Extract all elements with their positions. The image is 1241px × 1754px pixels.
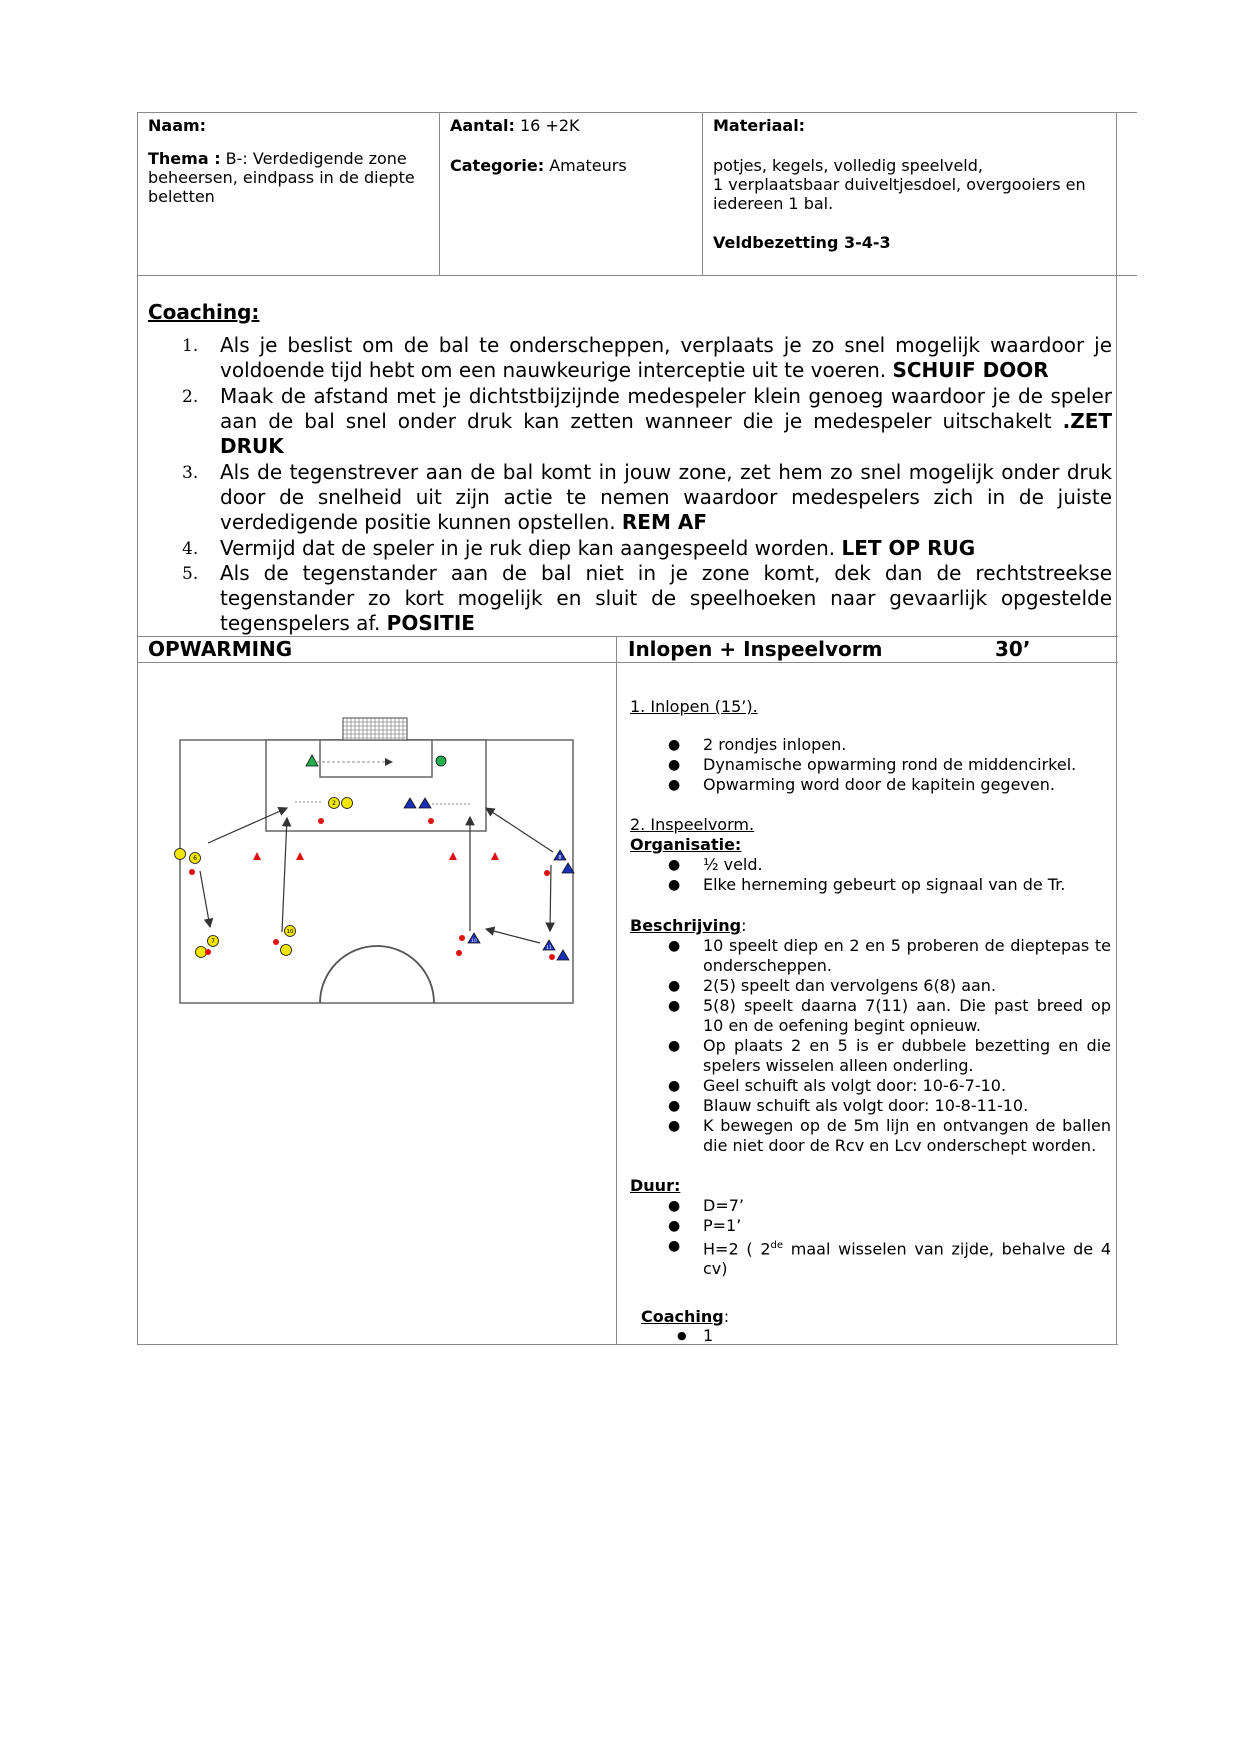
- coaching-text-2: Maak de afstand met je dichtstbijzijnde medespeler klein genoeg waardoor je de speler aan de bal snel onder druk kan zetten wanneer die je medespeler uitschakelt: [220, 384, 1112, 433]
- organisatie-label: Organisatie:: [630, 835, 742, 854]
- opwarming-coaching-label: Coaching: [641, 1307, 724, 1326]
- beschr-item-7: K bewegen op de 5m lijn en ontvangen de ballen die niet door de Rcv en Lcv onderschept worden.: [703, 1116, 1111, 1155]
- beschrijving-label: Beschrijving: [630, 916, 742, 935]
- ball: [544, 870, 550, 876]
- bullet: ●: [668, 877, 681, 893]
- coaching-bold-1: SCHUIF DOOR: [892, 358, 1049, 382]
- bullet: ●: [668, 1218, 681, 1234]
- coaching-num-1: 1.: [182, 336, 199, 356]
- bullet: ●: [668, 757, 681, 773]
- bullet: ●: [668, 938, 681, 954]
- opwarming-title: OPWARMING: [148, 637, 293, 661]
- ball: [549, 954, 555, 960]
- bullet: ●: [668, 1038, 681, 1054]
- coaching-title: Coaching:: [148, 300, 260, 324]
- table-divider-2: [702, 112, 703, 275]
- aantal-cell: [450, 116, 695, 175]
- player-blue-10-label: 10: [471, 939, 477, 944]
- player-yellow-7-label: 7: [211, 938, 215, 945]
- bullet: ●: [668, 1098, 681, 1114]
- ball: [205, 949, 211, 955]
- table-border-top: [137, 112, 1137, 113]
- bullet: ●: [668, 1238, 681, 1254]
- thema-label: Thema :: [148, 149, 221, 168]
- categorie-label: Categorie:: [450, 156, 545, 175]
- player-yellow-6b: [175, 849, 186, 860]
- org-item-1: ½ veld.: [703, 855, 763, 874]
- player-yellow-6-label: 6: [193, 855, 197, 862]
- section-divider: [616, 636, 617, 1345]
- bullet: ●: [668, 1118, 681, 1134]
- inspeel-title: 2. Inspeelvorm.: [630, 815, 755, 834]
- inlopen-title: 1. Inlopen (15’).: [630, 697, 758, 716]
- coaching-bold-4: LET OP RUG: [841, 536, 976, 560]
- ball: [273, 939, 279, 945]
- bullet: ●: [668, 998, 681, 1014]
- field-diagram: [170, 705, 590, 1015]
- duur-item-1: D=7’: [703, 1196, 744, 1215]
- categorie-value: Amateurs: [544, 156, 627, 175]
- duur-h-pre: H=2 ( 2: [703, 1239, 771, 1259]
- opwarming-coaching-colon: :: [723, 1307, 730, 1326]
- opwarming-coaching-item-1: 1: [703, 1326, 714, 1345]
- aantal-value: 16 +2K: [514, 116, 580, 135]
- beschrijving-colon: :: [741, 916, 747, 935]
- materiaal-label: Materiaal:: [713, 116, 806, 135]
- duration: 30’: [995, 637, 1031, 661]
- bullet: ●: [668, 1078, 681, 1094]
- duur-label: Duur:: [630, 1176, 681, 1195]
- materiaal-cell: [713, 116, 1113, 252]
- naam-cell: [148, 116, 433, 206]
- activity-title: Inlopen + Inspeelvorm: [628, 637, 883, 661]
- coaching-num-4: 4.: [182, 539, 199, 559]
- goal-area: [320, 740, 432, 777]
- ball: [428, 818, 434, 824]
- player-yellow-10-label: 10: [286, 929, 294, 935]
- coaching-bold-2: .ZET DRUK: [220, 409, 1112, 458]
- table-divider-1: [439, 112, 440, 275]
- materiaal-line-2: 1 verplaatsbaar duiveltjesdoel, overgooiers en: [713, 175, 1086, 194]
- duur-h-sup: de: [770, 1240, 784, 1251]
- beschrijving: [630, 916, 1110, 936]
- inlopen-item-1: 2 rondjes inlopen.: [703, 735, 847, 754]
- duur-item-3: [703, 1236, 1111, 1279]
- bullet: ●: [668, 978, 681, 994]
- org-item-2: Elke herneming gebeurt op signaal van de Tr.: [703, 875, 1066, 894]
- inlopen-item-3: Opwarming word door de kapitein gegeven.: [703, 775, 1055, 794]
- player-blue-11-label: 11: [546, 946, 552, 951]
- veldbezetting: Veldbezetting 3-4-3: [713, 233, 891, 252]
- coaching-num-5: 5.: [182, 564, 199, 584]
- goal-net: [343, 718, 407, 740]
- player-yellow-10b: [281, 945, 292, 956]
- ball: [459, 935, 465, 941]
- bullet: ●: [668, 777, 681, 793]
- coaching-item-5: [182, 561, 1112, 636]
- beschr-item-2: 2(5) speelt dan vervolgens 6(8) aan.: [703, 976, 997, 995]
- coaching-text-4: Vermijd dat de speler in je ruk diep kan aangespeeld worden.: [220, 536, 836, 560]
- keeper-green-circle: [436, 756, 446, 766]
- beschr-item-6: Blauw schuift als volgt door: 10-8-11-10.: [703, 1096, 1029, 1115]
- ball: [456, 950, 462, 956]
- naam-label: Naam:: [148, 116, 207, 135]
- player-blue-8-label: 8: [558, 855, 562, 861]
- coaching-item-1: [182, 333, 1112, 383]
- beschr-item-5: Geel schuift als volgt door: 10-6-7-10.: [703, 1076, 1007, 1095]
- thema-text: B-: Verdedigende zone beheersen, eindpass in de diepte beletten: [148, 149, 415, 206]
- player-yellow-2-label: 2: [332, 800, 336, 807]
- aantal-label: Aantal:: [450, 116, 515, 135]
- bullet: ●: [668, 1198, 681, 1214]
- beschr-item-4: Op plaats 2 en 5 is er dubbele bezetting en die spelers wisselen alleen onderling.: [703, 1036, 1111, 1075]
- coaching-text-5: Als de tegenstander aan de bal niet in je zone komt, dek dan de rechtstreekse tegenstander zo kort mogelijk en sluit de speelhoeken naar gevaarlijk opgestelde tegenspelers af.: [220, 561, 1112, 635]
- player-yellow-2b: [342, 798, 353, 809]
- coaching-bold-3: REM AF: [621, 510, 707, 534]
- coaching-text-3: Als de tegenstrever aan de bal komt in jouw zone, zet hem zo snel mogelijk onder druk door de snelheid uit zijn actie te nemen waardoor medespelers zich in de juiste verdedigende positie kunnen opstellen.: [220, 460, 1112, 534]
- coaching-num-3: 3.: [182, 463, 199, 483]
- duur-item-2: P=1’: [703, 1216, 742, 1235]
- bullet: ●: [677, 1329, 687, 1342]
- coaching-item-2: [182, 384, 1112, 459]
- table-border-header-bottom: [137, 275, 1137, 276]
- opwarming-coaching: [641, 1307, 1121, 1327]
- materiaal-line-3: iedereen 1 bal.: [713, 194, 834, 213]
- ball: [189, 869, 195, 875]
- coaching-bold-5: POSITIE: [386, 611, 475, 635]
- inlopen-item-2: Dynamische opwarming rond de middencirkel.: [703, 755, 1077, 774]
- thema: [148, 149, 433, 206]
- table-border-right: [1116, 112, 1117, 1345]
- ball: [318, 818, 324, 824]
- coaching-item-3: [182, 460, 1112, 535]
- beschr-item-1: 10 speelt diep en 2 en 5 proberen de dieptepas te onderscheppen.: [703, 936, 1111, 975]
- coaching-item-4: [182, 536, 1112, 561]
- duur-h-post: maal wisselen van zijde, behalve de 4 cv): [703, 1239, 1112, 1279]
- coaching-text-1: Als je beslist om de bal te onderscheppen, verplaats je zo snel mogelijk waardoor je voldoende tijd hebt om een nauwkeurige interceptie uit te voeren.: [220, 333, 1112, 382]
- bullet: ●: [668, 737, 681, 753]
- beschr-item-3: 5(8) speelt daarna 7(11) aan. Die past breed op 10 en de oefening begint opnieuw.: [703, 996, 1111, 1035]
- coaching-num-2: 2.: [182, 387, 199, 407]
- bullet: ●: [668, 857, 681, 873]
- section-border-mid: [137, 662, 1118, 663]
- table-border-left: [137, 112, 138, 1345]
- player-yellow-7b: [196, 947, 207, 958]
- materiaal-line-1: potjes, kegels, volledig speelveld,: [713, 156, 983, 175]
